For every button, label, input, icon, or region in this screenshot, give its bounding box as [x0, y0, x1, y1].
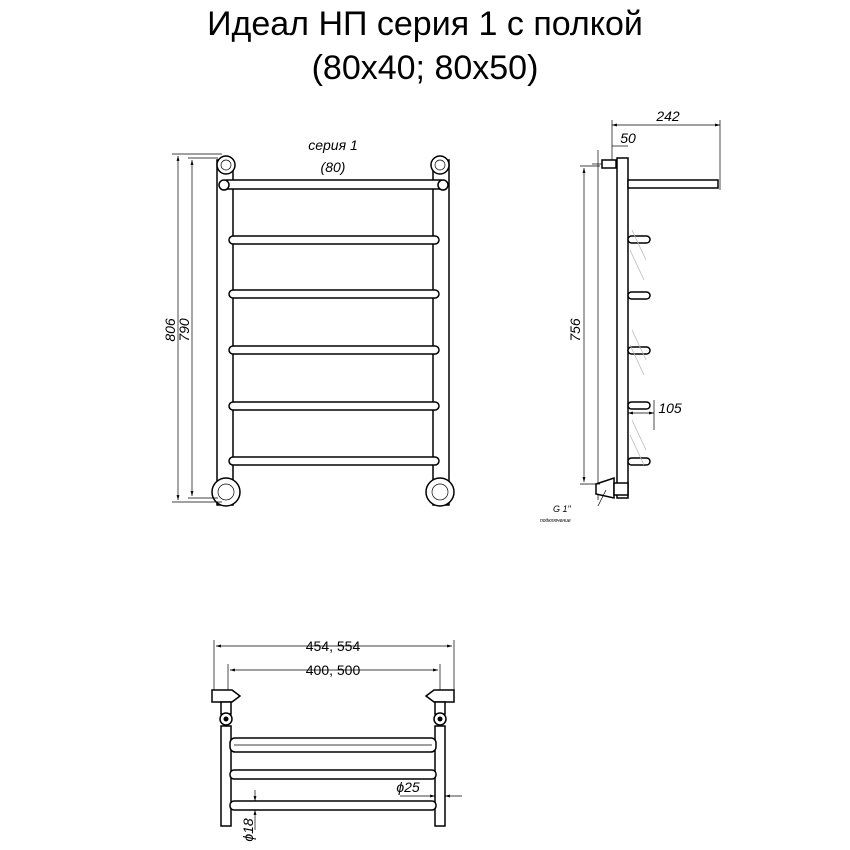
title-line-2: (80x40; 80x50) — [311, 49, 539, 87]
connection-note: подключение — [540, 518, 571, 524]
front-rung — [229, 236, 439, 244]
height-outer-value: 806 — [162, 318, 178, 342]
series-sub-label: (80) — [320, 159, 346, 175]
offset-value: 50 — [620, 130, 636, 146]
front-rung — [229, 402, 439, 410]
top-rung — [230, 770, 436, 779]
side-shelf — [628, 180, 718, 188]
side-rung — [628, 458, 650, 465]
side-vertical-pipe — [617, 158, 628, 498]
front-right-post — [433, 160, 449, 505]
side-rung — [628, 292, 650, 299]
pipe-diameter-value: ϕ25 — [396, 779, 420, 795]
side-rung — [628, 236, 650, 243]
front-rung — [229, 457, 439, 465]
top-right-flange — [426, 690, 454, 725]
top-view — [212, 638, 462, 842]
side-view — [540, 108, 720, 524]
width-outer-value: 454, 554 — [305, 638, 361, 654]
connection-thread: G 1" — [553, 504, 571, 514]
front-top-left-bracket — [217, 156, 235, 174]
top-left-flange — [212, 690, 240, 725]
depth-value: 242 — [656, 108, 680, 124]
rung-diameter-value: ϕ18 — [240, 818, 256, 842]
front-rung — [229, 346, 439, 354]
front-shelf-joint-right — [438, 180, 448, 190]
front-left-post — [217, 160, 233, 505]
top-rung — [230, 801, 436, 810]
front-shelf-joint-left — [219, 180, 229, 190]
side-top-fixing — [602, 160, 616, 168]
front-top-right-bracket — [431, 156, 449, 174]
side-height-value: 756 — [567, 318, 583, 342]
rung-depth-value: 105 — [658, 400, 682, 416]
series-label: серия 1 — [308, 137, 358, 153]
front-rung — [229, 290, 439, 298]
width-inner-value: 400, 500 — [305, 662, 361, 678]
title-line-1: Идеал НП серия 1 с полкой — [207, 5, 643, 43]
front-view — [162, 137, 454, 506]
height-inner-value: 790 — [176, 318, 192, 342]
front-shelf-rail — [222, 180, 446, 189]
front-bottom-right-cap — [426, 478, 454, 506]
side-rung — [628, 402, 650, 409]
